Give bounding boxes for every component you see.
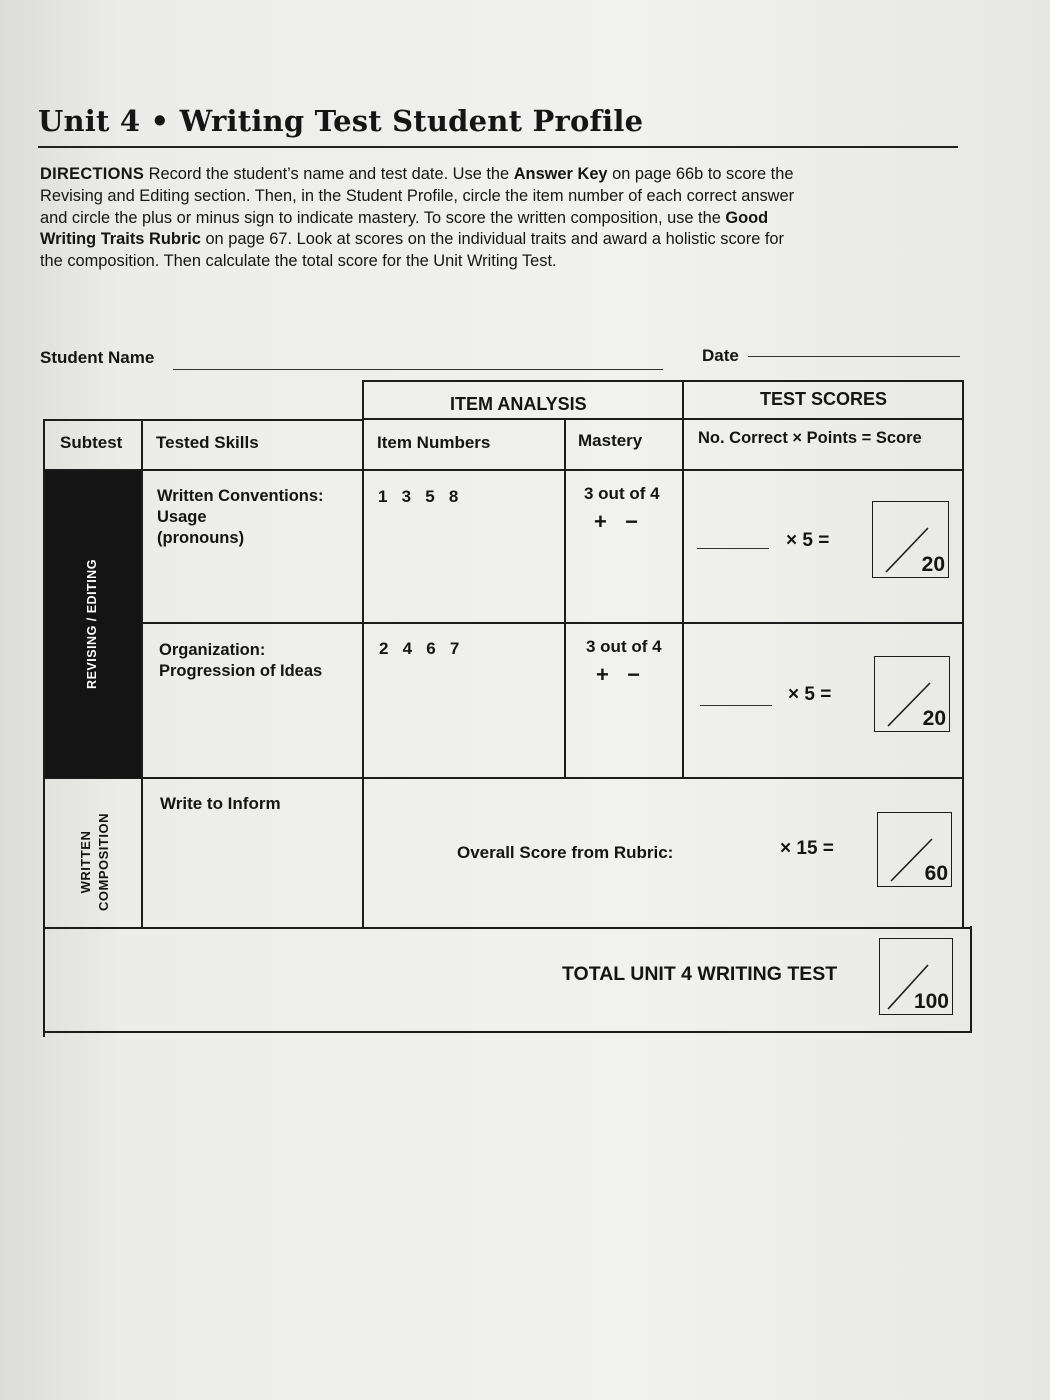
- row3-skill: Write to Inform: [160, 794, 281, 813]
- directions-paragraph: [40, 164, 810, 273]
- row2-correct-blank[interactable]: [700, 705, 772, 706]
- directions-text-3: on page 67. Look at scores on the individual traits and award a holistic score for the composition. Then calculate the total score for the Unit Writing Test.: [40, 230, 785, 271]
- row3-multiplier: × 15 =: [780, 838, 834, 859]
- section-label-revising-editing: REVISING / EDITING: [85, 559, 99, 689]
- header-subtest: Subtest: [60, 433, 123, 452]
- row1-mastery: 3 out of 4: [584, 484, 660, 503]
- total-label: TOTAL UNIT 4 WRITING TEST: [562, 963, 838, 985]
- answer-key-ref: Answer Key: [513, 165, 608, 183]
- row1-skill-line3: (pronouns): [157, 529, 245, 547]
- table-border-right: [962, 380, 964, 928]
- row1-score-max: 20: [921, 553, 945, 576]
- header-item-numbers: Item Numbers: [377, 433, 491, 452]
- row2-skill: [159, 640, 359, 682]
- col-divider-subtest: [141, 419, 143, 928]
- row2-skill-line1: Organization:: [159, 641, 266, 659]
- row3-score-max: 60: [924, 862, 948, 885]
- row1-item-numbers[interactable]: 1 3 5 8: [378, 487, 459, 506]
- student-name-field[interactable]: [173, 369, 663, 370]
- header-tested-skills: Tested Skills: [156, 433, 259, 452]
- header-top-border: [362, 380, 964, 382]
- header-score-formula: No. Correct × Points = Score: [698, 429, 922, 447]
- total-score-max: 100: [913, 990, 949, 1013]
- row2-plus-minus[interactable]: + −: [596, 662, 641, 687]
- table-border-right-total: [970, 926, 972, 1032]
- row1-correct-blank[interactable]: [697, 548, 769, 549]
- section-label-written: WRITTEN: [78, 830, 93, 894]
- title-rule: [38, 146, 958, 148]
- header-divider: [362, 418, 964, 420]
- table-bottom: [43, 1031, 972, 1033]
- header-item-analysis: ITEM ANALYSIS: [450, 394, 587, 414]
- directions-label: DIRECTIONS: [40, 165, 145, 183]
- directions-text-1: Record the student’s name and test date. Use the: [144, 165, 514, 183]
- row1-skill-line2: Usage: [157, 508, 207, 526]
- header-test-scores: TEST SCORES: [760, 389, 888, 409]
- total-score-box[interactable]: [879, 938, 953, 1015]
- row1-multiplier: × 5 =: [786, 530, 830, 551]
- page-title: Unit 4 • Writing Test Student Profile: [38, 104, 644, 138]
- row1-bottom: [43, 622, 964, 624]
- row1-skill-line1: Written Conventions:: [157, 487, 324, 505]
- row1-score-box[interactable]: [872, 501, 949, 578]
- student-name-label: Student Name: [40, 348, 155, 367]
- row2-multiplier: × 5 =: [788, 684, 832, 705]
- row2-item-numbers[interactable]: 2 4 6 7: [379, 639, 460, 658]
- rubric-ref: Good Writing Traits Rubric: [40, 208, 769, 249]
- row2-score-max: 20: [922, 707, 946, 730]
- row2-score-box[interactable]: [874, 656, 950, 732]
- subtest-header-top-border: [43, 419, 363, 421]
- directions-text-2: on page 66b to score the Revising and Editing section. Then, in the Student Profile, circle the item number of each correct answer and circle the plus or minus sign to indicate mastery. To score the written composition, use the: [40, 165, 795, 227]
- row2-skill-line2: Progression of Ideas: [159, 662, 323, 680]
- row3-score-box[interactable]: [877, 812, 952, 887]
- row3-bottom: [43, 927, 972, 929]
- date-label: Date: [702, 346, 739, 365]
- section-label-composition: COMPOSITION: [96, 813, 111, 911]
- column-header-bottom: [43, 469, 964, 471]
- col-divider-item-analysis: [362, 380, 364, 928]
- col-divider-test-scores: [682, 380, 684, 777]
- overall-score-label: Overall Score from Rubric:: [457, 843, 674, 862]
- row2-mastery: 3 out of 4: [586, 637, 662, 656]
- row1-plus-minus[interactable]: + −: [594, 509, 639, 534]
- row2-bottom: [43, 777, 964, 779]
- header-mastery: Mastery: [578, 431, 643, 450]
- date-field[interactable]: [748, 356, 960, 357]
- col-divider-mastery: [564, 419, 566, 777]
- row1-skill: [157, 486, 357, 549]
